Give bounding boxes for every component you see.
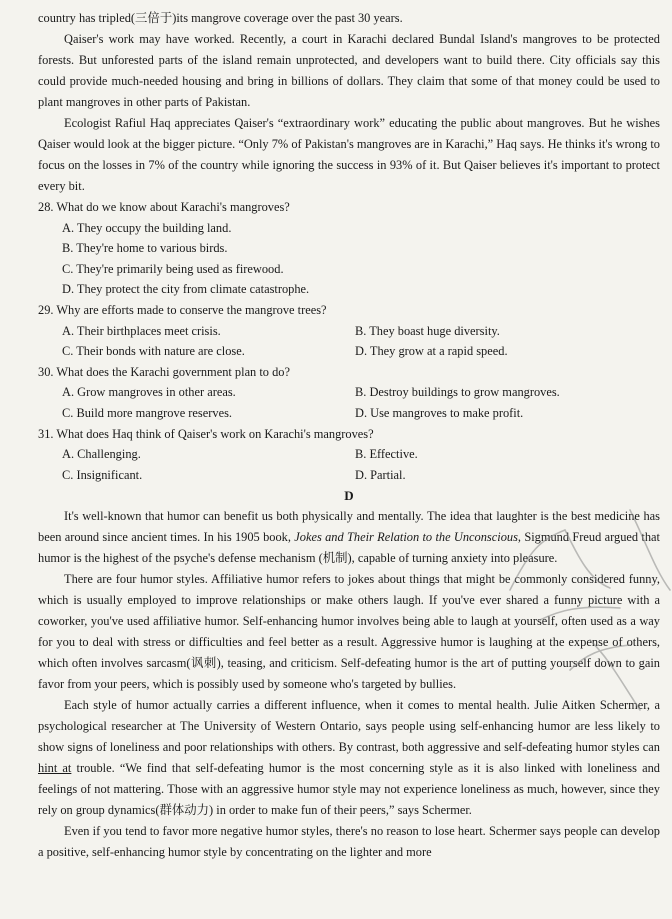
book-title: Jokes and Their Relation to the Unconscious [294,530,518,545]
question-stem: 31. What does Haq think of Qaiser's work on Karachi's mangroves? [38,426,374,441]
question-30 [38,362,660,424]
paragraph-text: , Sigmund Freud argued that humor is the highest of the psyche's defense mechanism (机制), capable of turning anxiety into pleasure. [38,530,661,566]
question-31 [38,424,660,486]
option-b: B. Destroy buildings to grow mangroves. [355,385,560,400]
paragraph-text: trouble. “We find that self-defeating humor is the most concerning style as it is also linked with loneliness and feelings of not mattering. Those with an aggressive humor style may not experience loneliness as much, however, since they rely on group dynamics(群体动力) in order to make fun of their peers,” says Schermer. [38,761,660,818]
option-a: A. Challenging. [62,447,141,462]
passage-d-paragraph-2: There are four humor styles. Affiliative humor refers to jokes about things that might be commonly considered funny, which is usually employed to improve relationships or make others laugh. If you've ever shared a funny picture with a coworker, you've used affiliative humor. Self-enhancing humor involves being able to laugh at yourself, often used as a way for you to deal with stress or difficulties and feel better as a result. Aggressive humor is laughing at the expense of others, which often involves sarcasm(讽刺), teasing, and criticism. Self-defeating humor is the art of putting yourself down to gain favor from your peers, which is possibly used by someone who's targeted by bullies. [38,572,660,692]
passage-c-paragraph-2: Ecologist Rafiul Haq appreciates Qaiser's “extraordinary work” educating the public about mangroves. But he wishes Qaiser would look at the bigger picture. “Only 7% of Pakistan's mangroves are in Karachi,” Haq says. He thinks it's wrong to focus on the losses in 7% of the country while ignoring the success in 93% of it. But Qaiser believes it's important to protect every bit. [38,116,660,193]
underlined-phrase: hint at [38,761,72,776]
exam-page [38,8,660,863]
option-d: D. They grow at a rapid speed. [355,344,508,359]
question-28 [38,197,660,300]
option-c: C. Insignificant. [62,467,143,482]
paragraph-text: It's well-known that humor can benefit us both physically and mentally. The idea that laughter is the best medicine has been around since ancient times. In his 1905 book, [38,509,660,545]
option-d: D. They protect the city from climate catastrophe. [62,282,310,297]
option-a: A. They occupy the building land. [62,220,232,235]
question-29 [38,300,660,362]
question-stem: 29. Why are efforts made to conserve the mangrove trees? [38,302,327,317]
paragraph-text: Each style of humor actually carries a different influence, when it comes to mental health. Julie Aitken Schermer, a psychological researcher at The University of Western Ontario, says people using self-enhancing humor are less likely to show signs of loneliness and poor relationships with others. By contrast, both aggressive and self-defeating humor styles can [38,698,660,755]
option-b: B. They're home to various birds. [62,241,228,256]
option-c: C. They're primarily being used as firewood. [62,261,284,276]
passage-d-paragraph-1 [38,506,660,569]
option-a: A. Their birthplaces meet crisis. [62,323,221,338]
passage-c-paragraph-1: Qaiser's work may have worked. Recently, a court in Karachi declared Bundal Island's mangroves to be protected forests. But unforested parts of the island remain unprotected, and developers want to build there. City officials say this could provide much-needed housing and bring in billions of dollars. They claim that some of that money could be used to plant mangroves in other parts of Pakistan. [38,32,660,109]
passage-c-paragraph-0: country has tripled(三倍于)its mangrove coverage over the past 30 years. [38,11,403,25]
option-d: D. Use mangroves to make profit. [355,405,524,420]
option-b: B. They boast huge diversity. [355,323,500,338]
passage-d-paragraph-4: Even if you tend to favor more negative humor styles, there's no reason to lose heart. Schermer says people can develop a positive, self-enhancing humor style by concentrating on the lighter and more [38,824,660,860]
option-b: B. Effective. [355,447,418,462]
section-heading-d: D [344,488,354,504]
passage-d-paragraph-3 [38,695,660,821]
option-c: C. Their bonds with nature are close. [62,344,245,359]
question-stem: 30. What does the Karachi government plan to do? [38,364,290,379]
option-a: A. Grow mangroves in other areas. [62,385,236,400]
option-c: C. Build more mangrove reserves. [62,405,232,420]
option-d: D. Partial. [355,467,406,482]
question-stem: 28. What do we know about Karachi's mangroves? [38,200,290,214]
